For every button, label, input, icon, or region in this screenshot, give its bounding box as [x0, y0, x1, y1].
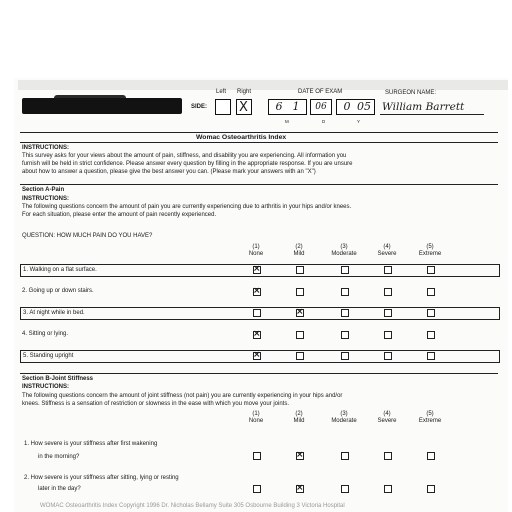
stiffness-item-2-line-1: 2. How severe is your stiffness after sitting, lying or resting [24, 475, 179, 481]
section-b-line-2: knees. Stiffness is a sensation of restriction or slowness in the ease with which you move your joints. [22, 401, 290, 407]
section-a-heading: Section A-Pain [22, 187, 65, 193]
side-label: SIDE: [191, 104, 208, 110]
pain-item-5-option-5-checkbox[interactable] [427, 352, 435, 360]
pain-item-4-text: 4. Sitting or lying. [22, 331, 69, 337]
section-a-instructions-heading: INSTRUCTIONS: [22, 196, 69, 202]
pain-item-2-option-2-checkbox[interactable] [296, 288, 304, 296]
pain-item-4-option-4-checkbox[interactable] [384, 331, 392, 339]
col-num: (2) [295, 411, 303, 417]
col-b-moderate [322, 411, 366, 425]
pain-item-3-text: 3. At night while in bed. [23, 310, 85, 316]
instructions-line-3: about how to answer a question, please give the best answer you can. (Please mark your answers with an "X") [22, 169, 316, 175]
col-b-mild [281, 411, 317, 425]
pain-item-2-option-5-checkbox[interactable] [427, 288, 435, 296]
col-b-extreme [410, 411, 450, 425]
col-label: None [248, 418, 264, 424]
col-a-none [238, 244, 274, 258]
right-label: Right [237, 89, 252, 95]
stiffness-item-1-option-5-checkbox[interactable] [427, 452, 435, 460]
col-a-mild [281, 244, 317, 258]
pain-item-4-option-1-checkbox[interactable] [253, 331, 261, 339]
instructions-line-2: furnish will be held in strict confidence. Please answer every question by filling in the appropriate response. If you are unsure [22, 161, 353, 167]
pain-item-5-option-2-checkbox[interactable] [296, 352, 304, 360]
x-mark: × [253, 286, 261, 296]
stiffness-item-2-line-2: later in the day? [38, 486, 81, 492]
side-left-checkbox[interactable] [215, 99, 231, 115]
date-day[interactable]: 06 [310, 99, 332, 115]
side-right-x-mark: X [239, 100, 248, 115]
stiffness-item-1-option-4-checkbox[interactable] [384, 452, 392, 460]
col-label: Extreme [418, 251, 442, 257]
instructions-heading: INSTRUCTIONS: [22, 145, 69, 151]
stiffness-item-2-option-1-checkbox[interactable] [253, 485, 261, 493]
date-month-1[interactable]: 6 [268, 99, 290, 115]
pain-item-3-option-5-checkbox[interactable] [427, 309, 435, 317]
date-year-1[interactable]: 0 [336, 99, 358, 115]
stiffness-item-2-option-2-checkbox[interactable] [296, 485, 304, 493]
surgeon-signature: William Barrett [382, 101, 465, 113]
form-title: Womac Osteoarthritis Index [196, 134, 287, 141]
pain-item-3-option-2-checkbox[interactable] [296, 309, 304, 317]
stiffness-item-1-option-2-checkbox[interactable] [296, 452, 304, 460]
pain-item-2-option-1-checkbox[interactable] [253, 288, 261, 296]
side-right-checkbox[interactable] [236, 99, 252, 115]
col-num: (5) [426, 244, 434, 250]
date-m-label: M [285, 119, 289, 124]
col-num: (3) [340, 411, 348, 417]
col-label: Extreme [418, 418, 442, 424]
scan-edge [18, 80, 508, 90]
pain-item-2-text: 2. Going up or down stairs. [22, 288, 94, 294]
section-b-rule [20, 373, 498, 374]
left-label: Left [216, 89, 227, 95]
pain-item-5-option-3-checkbox[interactable] [341, 352, 349, 360]
date-y-label: Y [357, 119, 361, 124]
section-a-line-1: The following questions concern the amount of pain you are currently experiencing due to arthritis in your hips and/or knees. [22, 204, 352, 210]
copyright-footer: WOMAC Osteoarthritis Index Copyright 1996 Dr. Nicholas Bellamy Suite 305 Osbourne Building 3 Victoria Hospital [40, 503, 345, 509]
x-mark: × [253, 350, 261, 360]
col-num: (5) [426, 411, 434, 417]
col-label: Mild [293, 418, 305, 424]
col-label: Moderate [331, 251, 357, 257]
col-a-extreme [410, 244, 450, 258]
date-d-label: D [322, 119, 326, 124]
pain-item-5-option-1-checkbox[interactable] [253, 352, 261, 360]
col-label: Moderate [331, 418, 357, 424]
x-mark: × [296, 307, 304, 317]
col-label: Severe [377, 251, 397, 257]
date-of-exam-label: DATE OF EXAM [298, 89, 343, 95]
section-a-line-2: For each situation, please enter the amount of pain recently experienced. [22, 212, 217, 218]
stiffness-item-1-option-3-checkbox[interactable] [341, 452, 349, 460]
stiffness-item-1-line-1: 1. How severe is your stiffness after first wakening [24, 441, 158, 447]
pain-item-4-option-3-checkbox[interactable] [341, 331, 349, 339]
x-mark: × [296, 450, 304, 460]
instructions-line-1: This survey asks for your views about the amount of pain, stiffness, and disability you are experiencing. All information you [22, 153, 347, 159]
col-label: Severe [377, 418, 397, 424]
pain-item-1-option-5-checkbox[interactable] [427, 266, 435, 274]
col-a-severe [367, 244, 407, 258]
col-num: (1) [252, 244, 260, 250]
redacted-patient-name [22, 98, 182, 114]
stiffness-item-2-option-4-checkbox[interactable] [384, 485, 392, 493]
stiffness-item-1-option-1-checkbox[interactable] [253, 452, 261, 460]
surgeon-name-label: SURGEON NAME: [385, 90, 437, 96]
date-year-2[interactable]: 05 [354, 99, 375, 115]
pain-item-1-option-1-checkbox[interactable] [253, 266, 261, 274]
title-rule-top [20, 132, 498, 133]
stiffness-item-1-line-2: in the morning? [38, 454, 80, 460]
col-b-severe [367, 411, 407, 425]
x-mark: × [253, 329, 261, 339]
col-num: (1) [252, 411, 260, 417]
pain-item-2-option-3-checkbox[interactable] [341, 288, 349, 296]
section-b-line-1: The following questions concern the amount of joint stiffness (not pain) you are currently experiencing in your hips and/or [22, 393, 343, 399]
col-a-moderate [322, 244, 366, 258]
pain-item-1-option-3-checkbox[interactable] [341, 266, 349, 274]
pain-item-3-option-3-checkbox[interactable] [341, 309, 349, 317]
stiffness-item-2-option-5-checkbox[interactable] [427, 485, 435, 493]
col-num: (4) [383, 411, 391, 417]
col-label: None [248, 251, 264, 257]
signature-line [380, 114, 484, 115]
col-num: (4) [383, 244, 391, 250]
col-b-none [238, 411, 274, 425]
x-mark: × [296, 483, 304, 493]
pain-item-4-option-2-checkbox[interactable] [296, 331, 304, 339]
pain-item-5-text: 5. Standing upright [23, 353, 74, 359]
section-b-instructions-heading: INSTRUCTIONS: [22, 384, 69, 390]
col-num: (2) [295, 244, 303, 250]
stiffness-item-2-option-3-checkbox[interactable] [341, 485, 349, 493]
pain-item-5-option-4-checkbox[interactable] [384, 352, 392, 360]
pain-item-3-option-1-checkbox[interactable] [253, 309, 261, 317]
section-b-heading: Section B-Joint Stiffness [22, 376, 94, 382]
pain-item-1-option-4-checkbox[interactable] [384, 266, 392, 274]
pain-item-1-text: 1. Walking on a flat surface. [23, 267, 97, 273]
section-a-question: QUESTION: HOW MUCH PAIN DO YOU HAVE? [22, 233, 153, 239]
pain-item-3-option-4-checkbox[interactable] [384, 309, 392, 317]
pain-item-1-option-2-checkbox[interactable] [296, 266, 304, 274]
pain-item-2-option-4-checkbox[interactable] [384, 288, 392, 296]
col-label: Mild [293, 251, 305, 257]
section-a-rule [20, 184, 498, 185]
col-num: (3) [340, 244, 348, 250]
date-month-2[interactable]: 1 [286, 99, 307, 115]
pain-item-4-option-5-checkbox[interactable] [427, 331, 435, 339]
x-mark: × [253, 264, 261, 274]
title-rule-bottom [20, 142, 498, 143]
